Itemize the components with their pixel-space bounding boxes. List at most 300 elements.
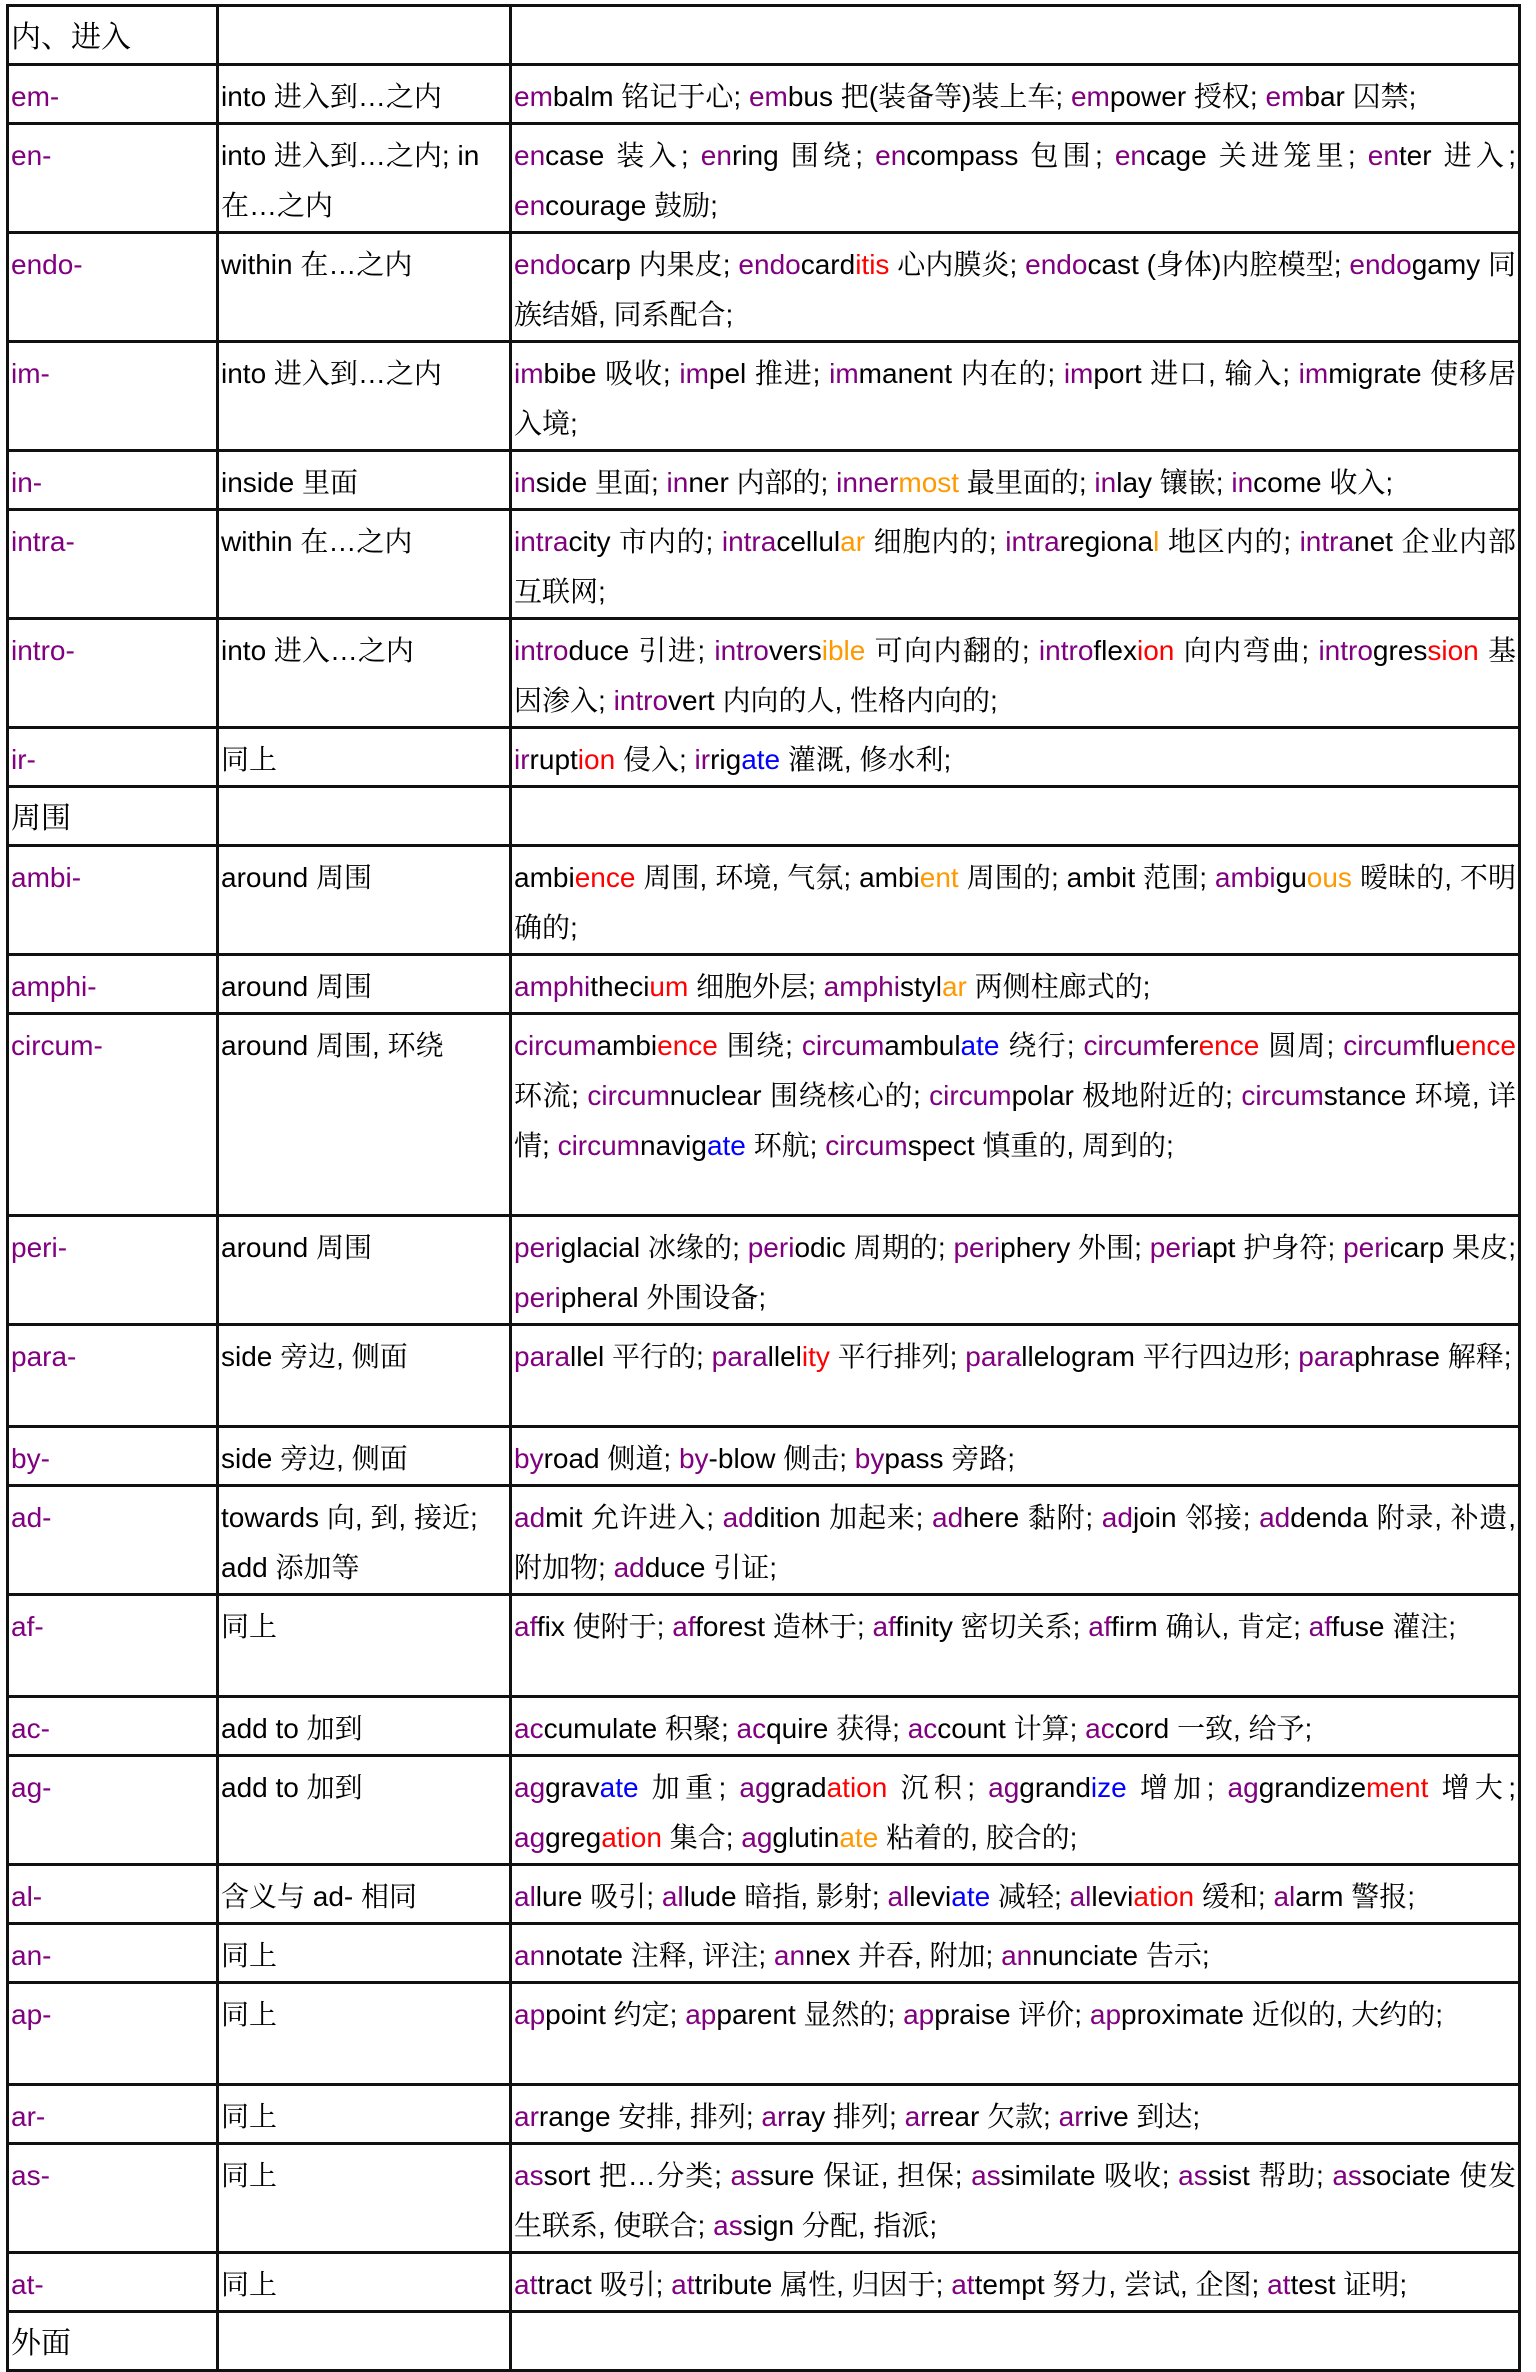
empty-cell <box>218 6 511 65</box>
example-text: rupt <box>529 744 578 775</box>
example-text: 集合; <box>661 1822 742 1853</box>
highlighted-affix: ad <box>932 1502 964 1533</box>
highlighted-affix: by <box>854 1443 885 1474</box>
example-text: spect 慎重的, 周到的; <box>907 1130 1174 1161</box>
highlighted-affix: im <box>514 358 544 389</box>
meaning-cell: 同上 <box>218 728 511 787</box>
example-text: card <box>800 249 856 280</box>
table-row <box>8 233 1520 342</box>
highlighted-affix: para <box>965 1341 1022 1372</box>
highlighted-affix: ate <box>599 1772 639 1803</box>
highlighted-affix: at <box>1267 2269 1291 2300</box>
example-text: ray 排列; <box>786 2101 905 2132</box>
highlighted-affix: im <box>1063 358 1094 389</box>
example-text: point 约定; <box>545 1999 686 2030</box>
example-text: duce 引证; <box>644 1552 777 1583</box>
highlighted-affix: as <box>971 2160 1001 2191</box>
example-text: levi <box>909 1881 952 1912</box>
examples-cell <box>511 1697 1520 1756</box>
example-text: cumulate 积聚; <box>543 1713 737 1744</box>
highlighted-affix: ation <box>826 1772 888 1803</box>
example-text: 侵入; <box>615 744 695 775</box>
example-text: ring 围绕; <box>731 140 876 171</box>
example-text: rig <box>710 744 742 775</box>
example-text: flu <box>1425 1030 1456 1061</box>
section-title: 周围 <box>8 787 218 846</box>
meaning-cell: add to 加到 <box>218 1697 511 1756</box>
table-row <box>8 2085 1520 2144</box>
example-text: lay 镶嵌; <box>1116 467 1232 498</box>
example-text: city 市内的; <box>568 526 722 557</box>
prefix-cell: para- <box>8 1325 218 1427</box>
table-row <box>8 124 1520 233</box>
highlighted-affix: af <box>514 1611 537 1642</box>
prefix-cell: ir- <box>8 728 218 787</box>
highlighted-affix: ad <box>514 1502 546 1533</box>
table-row <box>8 510 1520 619</box>
prefix-cell: ap- <box>8 1983 218 2085</box>
highlighted-affix: endo <box>1025 249 1088 280</box>
example-text: 粘着的, 胶合的; <box>878 1822 1078 1853</box>
word-roots-table <box>6 4 1521 2372</box>
examples-cell <box>511 2144 1520 2253</box>
example-text: proximate 近似的, 大约的; <box>1121 1999 1444 2030</box>
meaning-cell: into 进入到…之内; in 在…之内 <box>218 124 511 233</box>
example-text: cage 关进笼里; <box>1145 140 1368 171</box>
example-text: mit 允许进入; <box>545 1502 723 1533</box>
example-text: 向内弯曲; <box>1174 635 1319 666</box>
highlighted-affix: amphi <box>823 971 900 1002</box>
highlighted-affix: ar <box>514 2101 539 2132</box>
meaning-cell: 含义与 ad- 相同 <box>218 1865 511 1924</box>
example-text: polar 极地附近的; <box>1011 1080 1242 1111</box>
meaning-cell: 同上 <box>218 2253 511 2312</box>
example-text: grad <box>770 1772 827 1803</box>
example-text: grandize <box>1258 1772 1367 1803</box>
example-text: phery 外围; <box>1000 1232 1150 1263</box>
example-text: fuse 灌注; <box>1331 1611 1456 1642</box>
example-text: sist 帮助; <box>1207 2160 1333 2191</box>
table-row <box>8 1983 1520 2085</box>
prefix-cell: by- <box>8 1427 218 1486</box>
highlighted-affix: in <box>666 467 689 498</box>
example-text: ter 进入; <box>1398 140 1516 171</box>
highlighted-affix: endo <box>738 249 801 280</box>
example-text: apt 护身符; <box>1196 1232 1344 1263</box>
highlighted-affix: en <box>1367 140 1399 171</box>
highlighted-affix: ag <box>514 1772 546 1803</box>
meaning-cell: side 旁边, 侧面 <box>218 1325 511 1427</box>
examples-cell <box>511 1983 1520 2085</box>
table-row <box>8 1865 1520 1924</box>
empty-cell <box>218 787 511 846</box>
highlighted-affix: ation <box>1133 1881 1195 1912</box>
example-text: glutin <box>772 1822 840 1853</box>
highlighted-affix: ad <box>1259 1502 1291 1533</box>
example-text: tribute 属性, 归因于; <box>694 2269 952 2300</box>
highlighted-affix: in <box>1094 467 1117 498</box>
highlighted-affix: in <box>1231 467 1254 498</box>
meaning-cell: add to 加到 <box>218 1756 511 1865</box>
example-text: glacial 冰缘的; <box>560 1232 748 1263</box>
highlighted-affix: by <box>514 1443 544 1474</box>
example-text: forest 造林于; <box>695 1611 873 1642</box>
highlighted-affix: intra <box>721 526 777 557</box>
highlighted-affix: af <box>1308 1611 1332 1642</box>
highlighted-affix: in <box>514 467 536 498</box>
highlighted-affix: ate <box>839 1822 879 1853</box>
highlighted-affix: intro <box>613 685 669 716</box>
meaning-cell: 同上 <box>218 1595 511 1697</box>
example-text: grand <box>1019 1772 1091 1803</box>
highlighted-affix: ate <box>706 1130 746 1161</box>
example-text: 细胞内的; <box>865 526 1006 557</box>
highlighted-affix: ion <box>1136 635 1175 666</box>
highlighted-affix: ate <box>741 744 781 775</box>
highlighted-affix: para <box>514 1341 571 1372</box>
highlighted-affix: ence <box>1455 1030 1516 1061</box>
highlighted-affix: intro <box>514 635 569 666</box>
meaning-cell: around 周围, 环绕 <box>218 1014 511 1216</box>
examples-cell <box>511 955 1520 1014</box>
example-text: fer <box>1165 1030 1199 1061</box>
example-text: balm 铭记于心; <box>552 81 749 112</box>
section-header-row <box>8 787 1520 846</box>
prefix-cell: in- <box>8 451 218 510</box>
example-text: odic 周期的; <box>794 1232 954 1263</box>
example-text: manent 内在的; <box>858 358 1064 389</box>
example-text: duce 引进; <box>568 635 715 666</box>
example-text: 缓和; <box>1194 1881 1274 1912</box>
empty-cell <box>218 2312 511 2371</box>
meaning-cell: into 进入到…之内 <box>218 65 511 124</box>
highlighted-affix: an <box>514 1940 546 1971</box>
meaning-cell: towards 向, 到, 接近; add 添加等 <box>218 1486 511 1595</box>
examples-cell <box>511 233 1520 342</box>
example-text: 围绕; <box>717 1030 802 1061</box>
example-text: 最里面的; <box>959 467 1095 498</box>
highlighted-affix: en <box>1114 140 1146 171</box>
example-text: 周围的; ambit 范围; <box>958 862 1215 893</box>
example-text: vers <box>768 635 822 666</box>
example-text: case 装入; <box>545 140 701 171</box>
highlighted-affix: endo <box>514 249 577 280</box>
highlighted-affix: as <box>1178 2160 1208 2191</box>
highlighted-affix: ence <box>1198 1030 1260 1061</box>
section-header-row <box>8 6 1520 65</box>
highlighted-affix: ap <box>685 1999 717 2030</box>
example-text: nunciate 告示; <box>1032 1940 1210 1971</box>
section-title: 内、进入 <box>8 6 218 65</box>
highlighted-affix: itis <box>855 249 890 280</box>
table-row <box>8 1325 1520 1427</box>
examples-cell <box>511 846 1520 955</box>
prefix-cell: as- <box>8 2144 218 2253</box>
example-text: pel 推进; <box>708 358 830 389</box>
highlighted-affix: al <box>1273 1881 1296 1912</box>
highlighted-affix: as <box>1332 2160 1362 2191</box>
example-text: 减轻; <box>990 1881 1070 1912</box>
example-text: cast (身体)内腔模型; <box>1087 249 1350 280</box>
highlighted-affix: ent <box>919 862 959 893</box>
table-row <box>8 955 1520 1014</box>
highlighted-affix: um <box>649 971 689 1002</box>
highlighted-affix: af <box>872 1611 896 1642</box>
example-text: praise 评价; <box>934 1999 1090 2030</box>
highlighted-affix: circum <box>801 1030 885 1061</box>
example-text: gres <box>1372 635 1428 666</box>
highlighted-affix: peri <box>1343 1232 1390 1263</box>
empty-cell <box>511 787 1520 846</box>
prefix-cell: ac- <box>8 1697 218 1756</box>
highlighted-affix: intro <box>714 635 769 666</box>
example-text: ambi <box>514 862 575 893</box>
highlighted-affix: at <box>514 2269 538 2300</box>
example-text: gu <box>1275 862 1307 893</box>
highlighted-affix: im <box>1298 358 1329 389</box>
examples-cell <box>511 1595 1520 1697</box>
meaning-cell: around 周围 <box>218 1216 511 1325</box>
highlighted-affix: ar <box>941 971 967 1002</box>
examples-cell <box>511 1216 1520 1325</box>
example-text: llel 平行的; <box>570 1341 712 1372</box>
example-text: ambul <box>884 1030 961 1061</box>
example-text: cord 一致, 给予; <box>1114 1713 1313 1744</box>
example-text: nuclear 围绕核心的; <box>669 1080 930 1111</box>
highlighted-affix: ible <box>821 635 866 666</box>
example-text: 心内膜炎; <box>889 249 1026 280</box>
highlighted-affix: by <box>678 1443 709 1474</box>
highlighted-affix: ence <box>574 862 636 893</box>
table-row <box>8 1756 1520 1865</box>
highlighted-affix: en <box>514 190 546 221</box>
examples-cell <box>511 510 1520 619</box>
highlighted-affix: af <box>672 1611 696 1642</box>
example-text: 加重; <box>638 1772 740 1803</box>
highlighted-affix: amphi <box>514 971 591 1002</box>
highlighted-affix: al <box>887 1881 910 1912</box>
highlighted-affix: as <box>713 2210 743 2241</box>
prefix-cell: ag- <box>8 1756 218 1865</box>
highlighted-affix: as <box>730 2160 761 2191</box>
example-text: ambi <box>596 1030 658 1061</box>
example-text: similate 吸收; <box>1000 2160 1179 2191</box>
highlighted-affix: ity <box>801 1341 830 1372</box>
empty-cell <box>511 6 1520 65</box>
highlighted-affix: ac <box>1085 1713 1115 1744</box>
highlighted-affix: em <box>748 81 788 112</box>
example-text: count 计算; <box>937 1713 1086 1744</box>
highlighted-affix: ag <box>514 1822 546 1853</box>
highlighted-affix: peri <box>514 1232 561 1263</box>
highlighted-affix: intro <box>1318 635 1373 666</box>
highlighted-affix: an <box>1001 1940 1033 1971</box>
example-text: 基因渗入; <box>514 635 1517 716</box>
meaning-cell: within 在…之内 <box>218 233 511 342</box>
prefix-cell: intro- <box>8 619 218 728</box>
meaning-cell: 同上 <box>218 1924 511 1983</box>
table-row <box>8 342 1520 451</box>
highlighted-affix: l <box>1153 526 1160 557</box>
examples-cell <box>511 1924 1520 1983</box>
highlighted-affix: inner <box>836 467 899 498</box>
meaning-cell: into 进入…之内 <box>218 619 511 728</box>
highlighted-affix: circum <box>587 1080 670 1111</box>
highlighted-affix: peri <box>747 1232 795 1263</box>
example-text: join 邻接; <box>1132 1502 1260 1533</box>
example-text: bibe 吸收; <box>543 358 680 389</box>
examples-cell <box>511 2085 1520 2144</box>
highlighted-affix: ion <box>577 744 616 775</box>
highlighted-affix: ate <box>951 1881 991 1912</box>
example-text: regiona <box>1059 526 1154 557</box>
example-text: 平行排列; <box>829 1341 966 1372</box>
table-row <box>8 1427 1520 1486</box>
examples-cell <box>511 451 1520 510</box>
examples-cell <box>511 65 1520 124</box>
example-text: side 里面; <box>535 467 667 498</box>
example-text: flex <box>1093 635 1137 666</box>
examples-cell <box>511 1756 1520 1865</box>
highlighted-affix: al <box>514 1881 536 1912</box>
table-row <box>8 619 1520 728</box>
table-row <box>8 1216 1520 1325</box>
example-text: compass 包围; <box>906 140 1115 171</box>
highlighted-affix: at <box>951 2269 975 2300</box>
example-text: carp 果皮; <box>1389 1232 1516 1263</box>
examples-cell <box>511 1427 1520 1486</box>
highlighted-affix: intra <box>1005 526 1060 557</box>
example-text: theci <box>590 971 650 1002</box>
table-row <box>8 1486 1520 1595</box>
highlighted-affix: en <box>514 140 546 171</box>
example-text: denda 附录, 补遗, 附加物; <box>514 1502 1516 1583</box>
highlighted-affix: circum <box>825 1130 908 1161</box>
example-text: cellul <box>776 526 841 557</box>
example-text: greg <box>545 1822 602 1853</box>
example-text: rive 到达; <box>1083 2101 1201 2132</box>
examples-cell <box>511 1865 1520 1924</box>
prefix-cell: amphi- <box>8 955 218 1014</box>
example-text: llel <box>767 1341 802 1372</box>
example-text: ner 内部的; <box>688 467 837 498</box>
meaning-cell: into 进入到…之内 <box>218 342 511 451</box>
prefix-cell: ar- <box>8 2085 218 2144</box>
example-text: road 侧道; <box>543 1443 679 1474</box>
example-text: stance 环境, 详情; <box>514 1080 1516 1161</box>
table-row <box>8 2144 1520 2253</box>
highlighted-affix: ap <box>903 1999 935 2030</box>
highlighted-affix: ac <box>514 1713 544 1744</box>
table-row <box>8 1924 1520 1983</box>
highlighted-affix: ar <box>904 2101 930 2132</box>
highlighted-affix: ize <box>1090 1772 1127 1803</box>
example-text: grav <box>545 1772 600 1803</box>
example-text: parent 显然的; <box>716 1999 904 2030</box>
highlighted-affix: peri <box>514 1282 561 1313</box>
highlighted-affix: im <box>679 358 709 389</box>
meaning-cell: 同上 <box>218 2144 511 2253</box>
highlighted-affix: as <box>514 2160 544 2191</box>
example-text: 绕行; <box>999 1030 1084 1061</box>
highlighted-affix: endo <box>1349 249 1412 280</box>
highlighted-affix: ment <box>1366 1772 1429 1803</box>
highlighted-affix: em <box>1070 81 1110 112</box>
meaning-cell: around 周围 <box>218 955 511 1014</box>
example-text: lude 暗指, 影射; <box>683 1881 888 1912</box>
prefix-cell: im- <box>8 342 218 451</box>
highlighted-affix: ag <box>1227 1772 1259 1803</box>
table-row <box>8 65 1520 124</box>
example-text: 沉积; <box>887 1772 989 1803</box>
highlighted-affix: ag <box>739 1772 771 1803</box>
highlighted-affix: circum <box>929 1080 1012 1111</box>
example-text: migrate 使移居入境; <box>514 358 1517 439</box>
example-text: vert 内向的人, 性格内向的; <box>668 685 998 716</box>
section-title: 外面 <box>8 2312 218 2371</box>
prefix-cell: intra- <box>8 510 218 619</box>
example-text: net 企业内部互联网; <box>514 526 1516 607</box>
example-text: come 收入; <box>1253 467 1394 498</box>
example-text: test 证明; <box>1290 2269 1408 2300</box>
table-row <box>8 451 1520 510</box>
example-text: 环流; <box>514 1080 588 1111</box>
example-text: styl <box>899 971 942 1002</box>
meaning-cell: within 在…之内 <box>218 510 511 619</box>
highlighted-affix: en <box>875 140 907 171</box>
highlighted-affix: circum <box>514 1030 597 1061</box>
example-text: phrase 解释; <box>1354 1341 1512 1372</box>
example-text: 增加; <box>1126 1772 1228 1803</box>
example-text: tempt 努力, 尝试, 企图; <box>974 2269 1268 2300</box>
highlighted-affix: ous <box>1306 862 1352 893</box>
highlighted-affix: ap <box>1089 1999 1122 2030</box>
prefix-cell: af- <box>8 1595 218 1697</box>
highlighted-affix: em <box>1265 81 1305 112</box>
example-text: 增大; <box>1428 1772 1517 1803</box>
highlighted-affix: ir <box>514 744 530 775</box>
highlighted-affix: para <box>711 1341 768 1372</box>
examples-cell <box>511 342 1520 451</box>
example-text: 地区内的; <box>1159 526 1300 557</box>
highlighted-affix: ad <box>613 1552 645 1583</box>
example-text: pass 旁路; <box>884 1443 1016 1474</box>
example-text: tract 吸引; <box>537 2269 672 2300</box>
example-text: courage 鼓励; <box>545 190 718 221</box>
examples-cell <box>511 728 1520 787</box>
highlighted-affix: en <box>700 140 732 171</box>
example-text: 细胞外层; <box>688 971 824 1002</box>
highlighted-affix: ar <box>840 526 866 557</box>
meaning-cell: around 周围 <box>218 846 511 955</box>
example-text: llelogram 平行四边形; <box>1021 1341 1299 1372</box>
example-text: sort 把…分类; <box>543 2160 731 2191</box>
example-text: -blow 侧击; <box>708 1443 855 1474</box>
examples-cell <box>511 1486 1520 1595</box>
highlighted-affix: af <box>1088 1611 1112 1642</box>
highlighted-affix: para <box>1298 1341 1355 1372</box>
highlighted-affix: ar <box>761 2101 787 2132</box>
prefix-cell: an- <box>8 1924 218 1983</box>
prefix-cell: ad- <box>8 1486 218 1595</box>
highlighted-affix: ate <box>960 1030 1000 1061</box>
prefix-cell: ambi- <box>8 846 218 955</box>
meaning-cell: side 旁边, 侧面 <box>218 1427 511 1486</box>
table-row <box>8 846 1520 955</box>
highlighted-affix: ence <box>657 1030 718 1061</box>
section-header-row <box>8 2312 1520 2371</box>
highlighted-affix: al <box>661 1881 684 1912</box>
